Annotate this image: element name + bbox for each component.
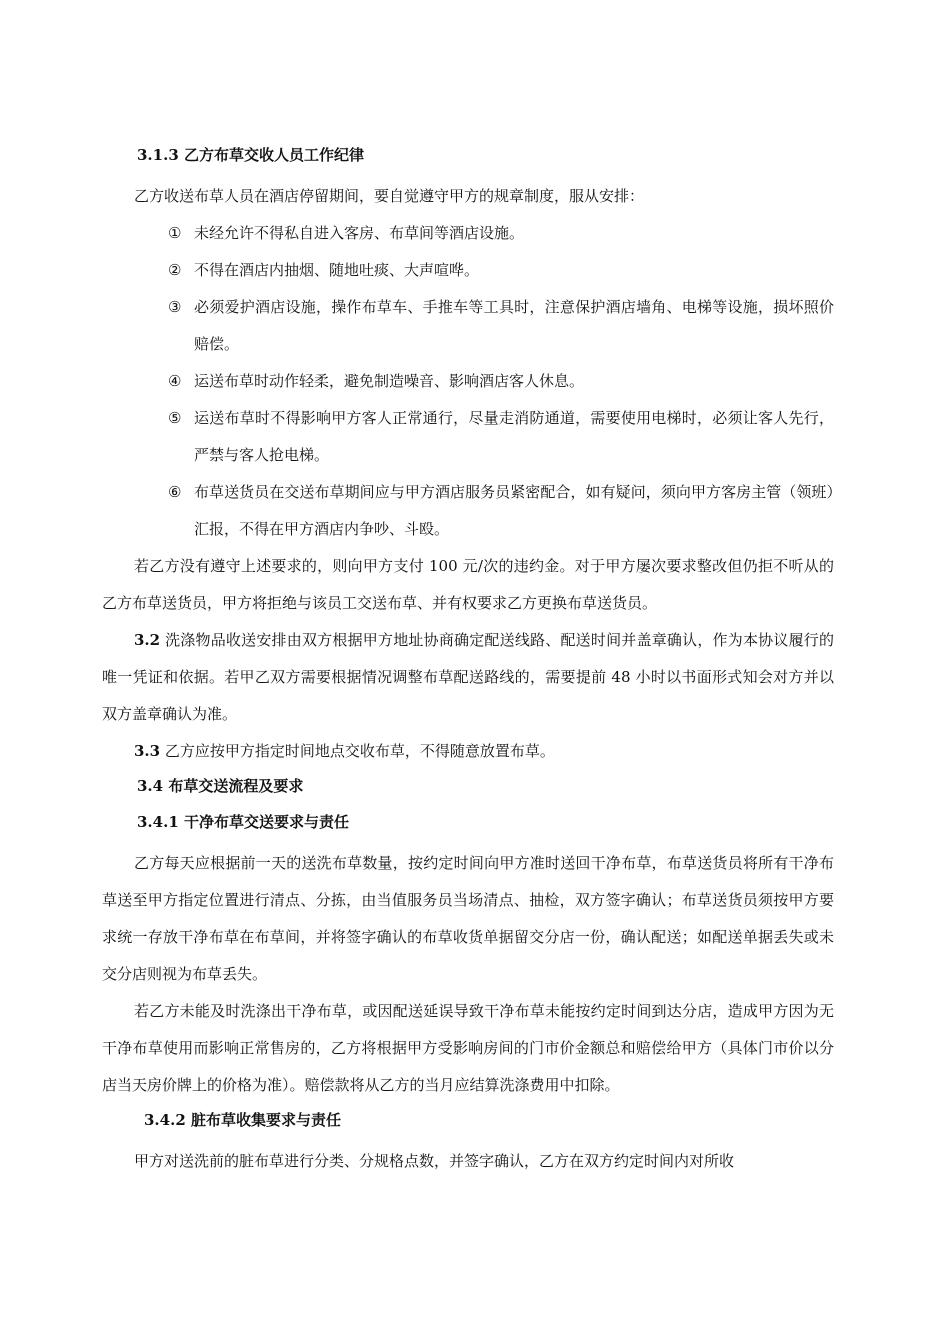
list-item — [168, 289, 834, 363]
paragraph-3-3 — [102, 733, 834, 770]
paragraph-3-4-1-compensation: 若乙方未能及时洗涤出干净布草，或因配送延误导致干净布草未能按约定时间到达分店，造成甲方因为无干净布草使用而影响正常售房的，乙方将根据甲方受影响房间的门市价金额总和赔偿给甲方（具体门市价以分店当天房价牌上的价格为准）。赔偿款将从乙方的当月应结算洗涤费用中扣除。 — [102, 1002, 834, 1094]
list-item-text: 不得在酒店内抽烟、随地吐痰、大声喧哗。 — [194, 261, 480, 279]
list-item — [168, 363, 834, 400]
list-item-text: 运送布草时不得影响甲方客人正常通行，尽量走消防通道，需要使用电梯时，必须让客人先行，严禁与客人抢电梯。 — [194, 409, 834, 464]
list-marker: ① — [168, 224, 182, 242]
list-item-text: 布草送货员在交送布草期间应与甲方酒店服务员紧密配合，如有疑问，须向甲方客房主管（领班）汇报，不得在甲方酒店内争吵、斗殴。 — [194, 483, 834, 538]
clause-number: 3.2 — [134, 631, 161, 649]
section-heading-3-1-3: 3.1.3 乙方布草交收人员工作纪律 — [137, 146, 364, 164]
list-marker: ⑤ — [168, 409, 182, 427]
list-marker: ④ — [168, 372, 182, 390]
list-item — [168, 400, 834, 474]
list-item-text: 必须爱护酒店设施，操作布草车、手推车等工具时，注意保护酒店墙角、电梯等设施，损坏照价赔偿。 — [194, 298, 834, 353]
list-item-text: 未经允许不得私自进入客房、布草间等酒店设施。 — [194, 224, 525, 242]
section-heading-3-4-1: 3.4.1 干净布草交送要求与责任 — [137, 813, 349, 831]
list-item-text: 运送布草时动作轻柔，避免制造噪音、影响酒店客人休息。 — [194, 372, 585, 390]
list-marker: ② — [168, 261, 182, 279]
section-heading-3-4: 3.4 布草交送流程及要求 — [137, 777, 304, 795]
discipline-list — [102, 215, 834, 548]
list-item — [168, 215, 834, 252]
paragraph-3-1-3-intro: 乙方收送布草人员在酒店停留期间，要自觉遵守甲方的规章制度，服从安排： — [134, 187, 645, 205]
list-marker: ⑥ — [168, 483, 182, 501]
section-heading-3-4-2: 3.4.2 脏布草收集要求与责任 — [144, 1111, 341, 1129]
list-marker: ③ — [168, 298, 182, 316]
clause-text: 乙方应按甲方指定时间地点交收布草，不得随意放置布草。 — [160, 742, 555, 760]
paragraph-3-4-1-clean-delivery: 乙方每天应根据前一天的送洗布草数量，按约定时间向甲方准时送回干净布草，布草送货员将所有干净布草送至甲方指定位置进行清点、分拣，由当值服务员当场清点、抽检，双方签字确认；布草送货员须按甲方要求统一存放干净布草在布草间，并将签字确认的布草收货单据留交分店一份，确认配送；如配送单据丢失或未交分店则视为布草丢失。 — [102, 854, 834, 983]
list-item — [168, 252, 834, 289]
clause-number: 3.3 — [134, 742, 161, 760]
paragraph-3-4-2-dirty-collection: 甲方对送洗前的脏布草进行分类、分规格点数，并签字确认，乙方在双方约定时间内对所收 — [134, 1152, 735, 1170]
paragraph-3-1-3-penalty: 若乙方没有遵守上述要求的，则向甲方支付 100 元/次的违约金。对于甲方屡次要求整改但仍拒不听从的乙方布草送货员，甲方将拒绝与该员工交送布草、并有权要求乙方更换布草送货员。 — [102, 557, 834, 612]
paragraph-3-2 — [102, 622, 834, 733]
clause-text: 洗涤物品收送安排由双方根据甲方地址协商确定配送线路、配送时间并盖章确认，作为本协议履行的唯一凭证和依据。若甲乙双方需要根据情况调整布草配送路线的，需要提前 48 小时以书面形式知会对方并以双方盖章确认为准。 — [102, 631, 834, 723]
document-body — [102, 142, 834, 1180]
list-item — [168, 474, 834, 548]
